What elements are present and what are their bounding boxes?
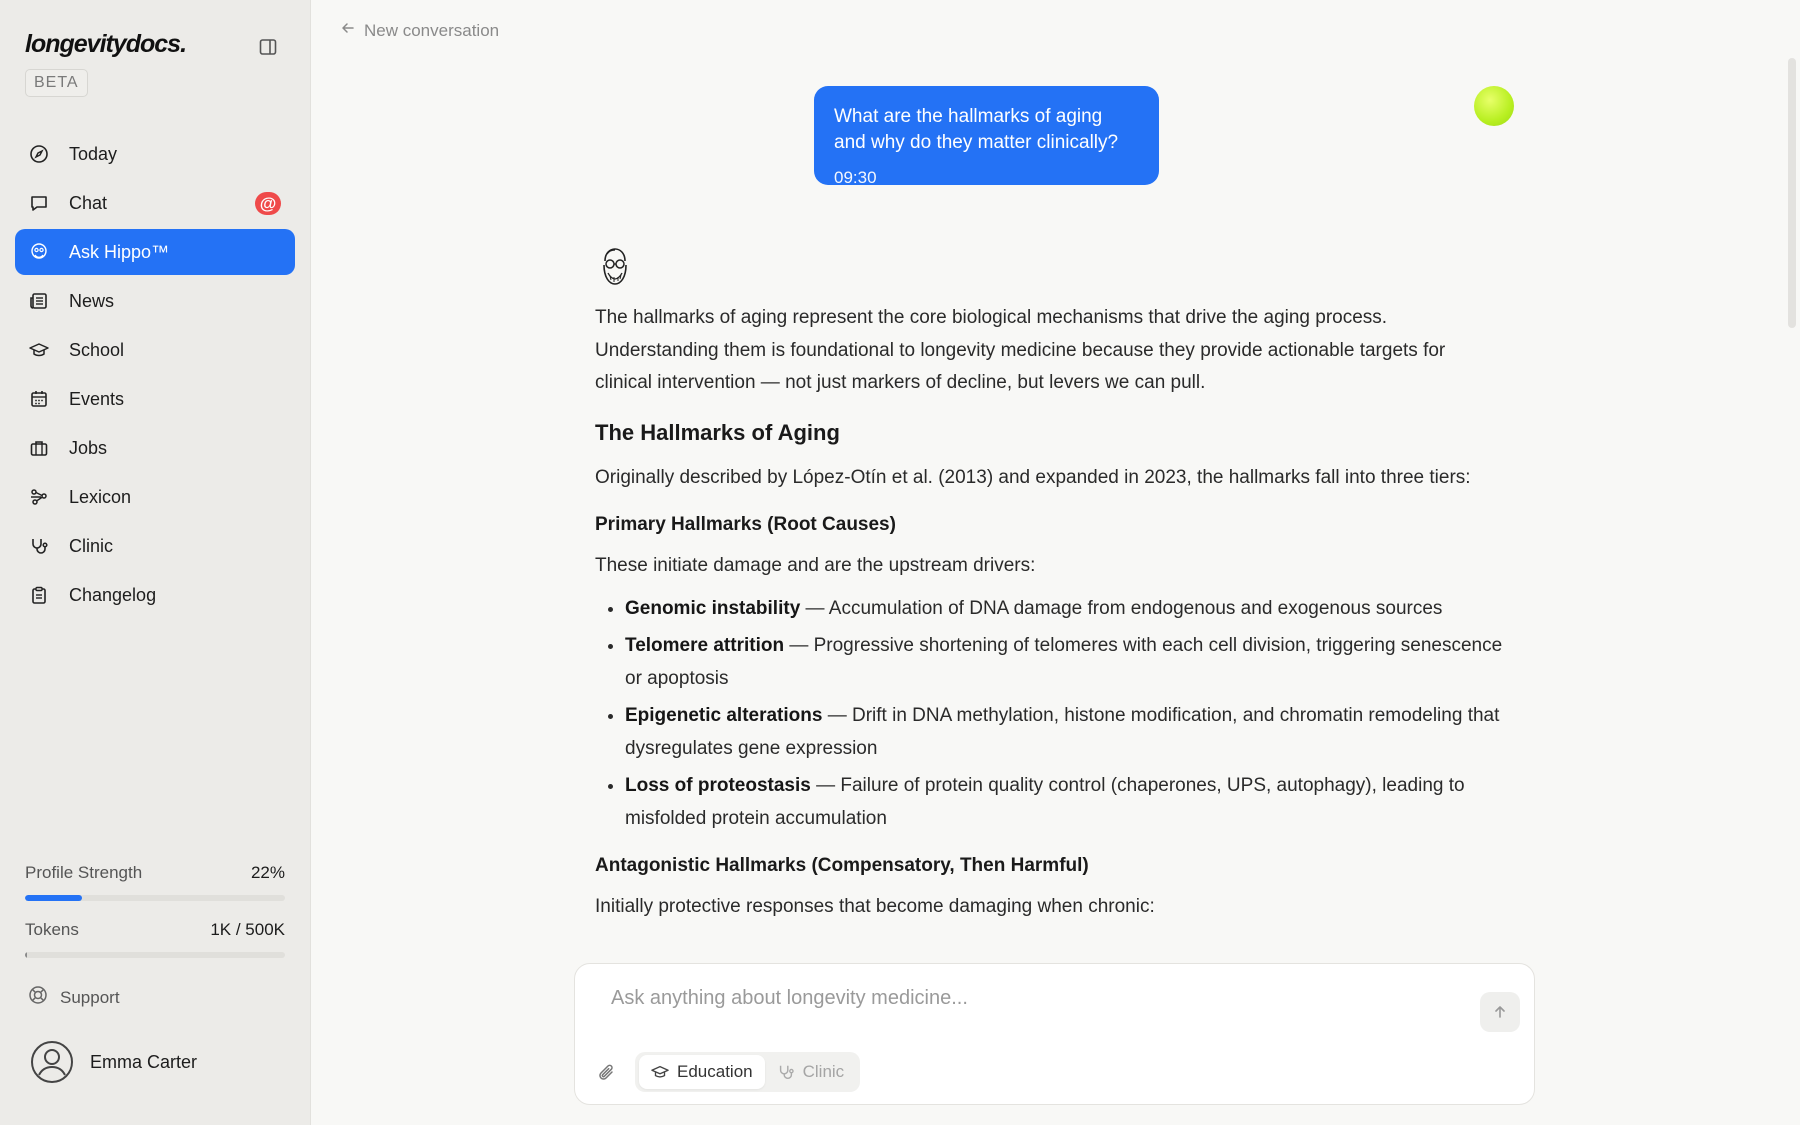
subsection-heading: Primary Hallmarks (Root Causes) [595, 514, 896, 535]
list-item-desc: — Failure of protein quality control (chaperones, UPS, autophagy), leading to misfolded protein accumulation [625, 775, 1465, 829]
sidebar-item-clinic[interactable] [15, 523, 295, 569]
network-icon [29, 487, 49, 507]
sidebar-item-chat[interactable] [15, 180, 295, 226]
profile-strength-fill [25, 895, 82, 901]
sidebar-item-news[interactable] [15, 278, 295, 324]
list-item [625, 770, 1505, 835]
sidebar-item-lexicon[interactable] [15, 474, 295, 520]
sidebar-item-changelog[interactable] [15, 572, 295, 618]
tokens-fill [25, 952, 27, 958]
assistant-paragraph: Originally described by López-Otín et al. (2013) and expanded in 2023, the hallmarks fall into three tiers: [595, 466, 1471, 488]
sidebar-item-label: Changelog [69, 584, 157, 605]
sidebar-item-label: Events [69, 388, 125, 409]
profile-strength-value: 22% [250, 863, 285, 882]
compass-icon [29, 144, 49, 164]
sidebar-toggle-icon[interactable] [258, 37, 278, 57]
assistant-intro: The hallmarks of aging represent the core biological mechanisms that drive the aging process. Understanding them is foundational to longevity medicine because they provide actionable targets for clinical intervention — not just markers of decline, but levers we can pull. [595, 307, 1446, 393]
beta-badge: BETA [25, 69, 88, 97]
calendar-icon [29, 389, 49, 409]
stethoscope-icon [777, 1063, 795, 1081]
list-item-term: Telomere attrition [625, 635, 785, 656]
new-conversation-label: New conversation [364, 20, 500, 40]
list-item-term: Epigenetic alterations [625, 705, 823, 726]
list-item-desc: — Drift in DNA methylation, histone modification, and chromatin remodeling that dysregulates gene expression [625, 705, 1500, 759]
subsection-intro: These initiate damage and are the upstream drivers: [595, 555, 1036, 576]
sidebar-item-label: Ask Hippo™ [69, 241, 170, 262]
sidebar-item-school[interactable] [15, 327, 295, 373]
graduation-cap-icon [29, 340, 49, 360]
list-item-desc: — Progressive shortening of telomeres with each cell division, triggering senescence or apoptosis [625, 635, 1503, 689]
sidebar-item-label: Clinic [69, 535, 114, 556]
user-message-text: What are the hallmarks of aging and why do they matter clinically? [834, 106, 1119, 153]
list-item [625, 593, 1505, 626]
token-usage [25, 920, 285, 940]
sidebar-item-label: Chat [69, 192, 108, 213]
avatar[interactable] [1474, 86, 1514, 126]
section-heading: The Hallmarks of Aging [595, 419, 840, 445]
new-conversation-link[interactable] [340, 20, 499, 41]
sidebar-item-ask-hippo[interactable] [15, 229, 295, 275]
hippo-avatar-icon [598, 245, 632, 287]
mode-label: Education [677, 1062, 753, 1081]
user-message-bubble [814, 86, 1159, 185]
newspaper-icon [29, 291, 49, 311]
sidebar-item-label: Jobs [69, 437, 108, 458]
list-item-term: Genomic instability [625, 597, 801, 619]
send-button[interactable] [1480, 992, 1520, 1032]
stethoscope-icon [29, 536, 49, 556]
list-item-desc: — Accumulation of DNA damage from endogenous and exogenous sources [800, 597, 1443, 619]
briefcase-icon [29, 438, 49, 458]
sidebar-item-today[interactable] [15, 131, 295, 177]
support-label: Support [60, 987, 120, 1007]
message-composer [574, 963, 1535, 1105]
user-profile[interactable] [30, 1040, 197, 1084]
user-message-time: 09:30 [834, 168, 877, 187]
lifebuoy-icon [28, 985, 48, 1010]
tokens-value: 1K / 500K [210, 920, 285, 939]
primary-hallmarks-list [595, 593, 1505, 836]
sidebar-item-label: Lexicon [69, 486, 132, 507]
list-item [625, 700, 1505, 765]
sidebar-item-events[interactable] [15, 376, 295, 422]
arrow-left-icon [340, 20, 356, 41]
user-avatar-icon [30, 1040, 74, 1084]
sidebar-item-jobs[interactable] [15, 425, 295, 471]
tokens-label: Tokens [25, 920, 79, 939]
sidebar-nav [15, 131, 295, 621]
mode-education-button[interactable] [639, 1055, 765, 1089]
profile-strength-bar [25, 895, 285, 901]
sidebar [0, 0, 311, 1125]
message-input[interactable] [609, 986, 1433, 1011]
hippo-icon [29, 242, 49, 262]
chat-bubble-icon [29, 193, 49, 213]
sidebar-item-label: Today [69, 143, 118, 164]
clipboard-icon [29, 585, 49, 605]
brand-logo[interactable]: longevitydocs. [25, 30, 187, 58]
support-link[interactable] [28, 985, 120, 1010]
scrollbar[interactable] [1788, 58, 1796, 328]
user-name: Emma Carter [90, 1051, 198, 1072]
mode-clinic-button[interactable] [765, 1055, 857, 1089]
subsection-intro: Initially protective responses that become damaging when chronic: [595, 896, 1155, 917]
sidebar-item-label: News [69, 290, 115, 311]
graduation-cap-icon [651, 1063, 669, 1081]
profile-strength-label: Profile Strength [25, 863, 143, 882]
list-item [625, 630, 1505, 695]
arrow-up-icon [1492, 1004, 1508, 1020]
assistant-message [595, 245, 1505, 957]
mode-label: Clinic [802, 1062, 845, 1081]
list-item-term: Loss of proteostasis [625, 775, 811, 796]
paperclip-icon [597, 1063, 617, 1083]
attach-button[interactable] [597, 1063, 617, 1088]
profile-strength [25, 863, 285, 883]
subsection-heading: Antagonistic Hallmarks (Compensatory, Then Harmful) [595, 855, 1089, 876]
mode-toggle [635, 1052, 860, 1092]
chat-mention-badge: @ [255, 192, 281, 215]
sidebar-item-label: School [69, 339, 125, 360]
tokens-bar [25, 952, 285, 958]
